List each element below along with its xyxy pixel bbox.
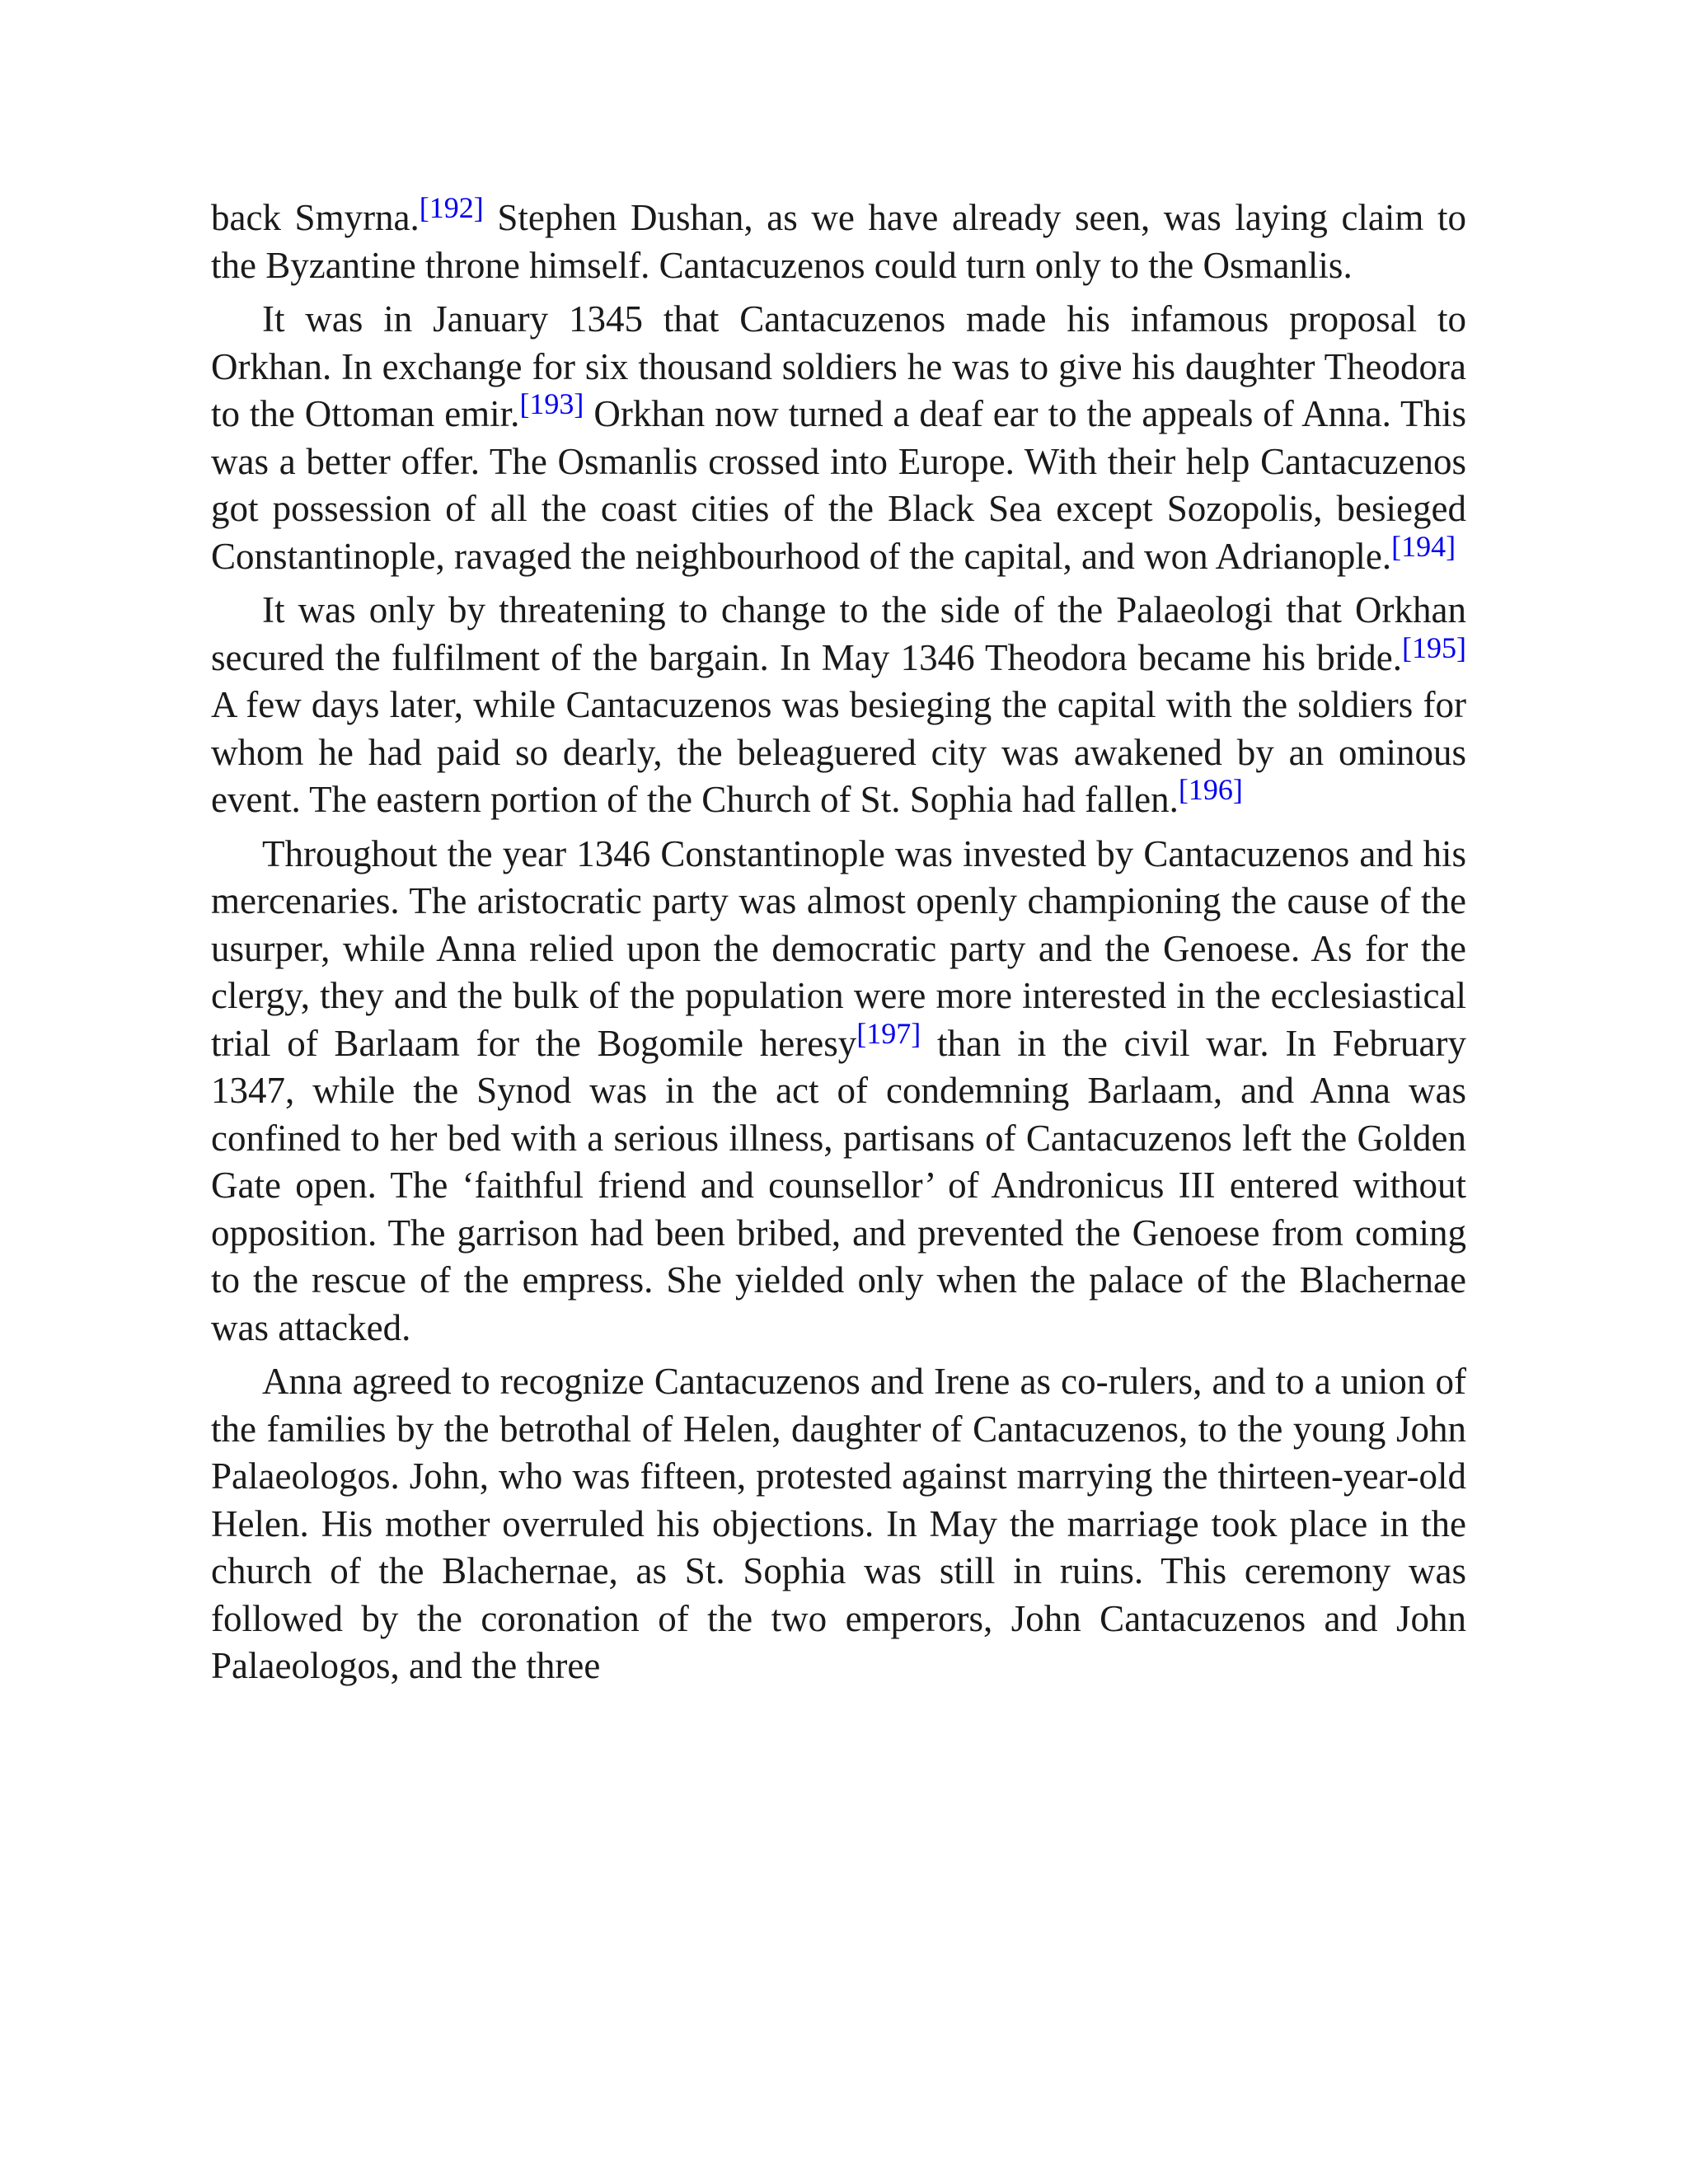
text-run: It was only by threatening to change to the side of the Palaeologi that Orkhan secured the fulfilment of the bargain. In May 1346 Theodora became his bride. <box>211 589 1466 678</box>
paragraph-3 <box>211 587 1466 824</box>
footnote-link-193[interactable]: [193] <box>519 387 584 420</box>
paragraph-1 <box>211 191 1466 289</box>
paragraph-2 <box>211 296 1466 580</box>
footnote-link-194[interactable]: [194] <box>1391 529 1456 563</box>
page-body <box>211 191 1466 1697</box>
text-run: A few days later, while Cantacuzenos was besieging the capital with the soldiers for whom he had paid so dearly, the beleaguered city was awakened by an ominous event. The eastern portion of the Church of St. Sophia had fallen. <box>211 684 1466 820</box>
footnote-link-196[interactable]: [196] <box>1178 773 1243 806</box>
footnote-link-195[interactable]: [195] <box>1402 630 1466 664</box>
text-run: Stephen Dushan, as we have already seen, was laying claim to the Byzantine throne himself. Cantacuzenos could turn only to the Osmanlis. <box>211 197 1466 286</box>
text-run: than in the civil war. In February 1347, while the Synod was in the act of condemning Barlaam, and Anna was confined to her bed with a serious illness, partisans of Cantacuzenos left the Golden Gate open. The ‘faithful friend and counsellor’ of Andronicus III entered without opposition. The garrison had been bribed, and prevented the Genoese from coming to the rescue of the empress. She yielded only when the palace of the Blachernae was attacked. <box>211 1022 1466 1348</box>
text-run: Anna agreed to recognize Cantacuzenos and Irene as co-rulers, and to a union of the families by the betrothal of Helen, daughter of Cantacuzenos, to the young John Palaeologos. John, who was fifteen, protested against marrying the thirteen-year-old Helen. His mother overruled his objections. In May the marriage took place in the church of the Blachernae, as St. Sophia was still in ruins. This ceremony was followed by the coronation of the two emperors, John Cantacuzenos and John Palaeologos, and the three <box>211 1361 1466 1686</box>
paragraph-4 <box>211 831 1466 1352</box>
footnote-link-197[interactable]: [197] <box>856 1016 921 1050</box>
footnote-link-192[interactable]: [192] <box>419 191 484 224</box>
text-run: Orkhan now turned a deaf ear to the appeals of Anna. This was a better offer. The Osmanlis crossed into Europe. With their help Cantacuzenos got possession of all the coast cities of the Black Sea except Sozopolis, besieged Constantinople, ravaged the neighbourhood of the capital, and won Adrianople. <box>211 393 1466 577</box>
text-run: It was in January 1345 that Cantacuzenos made his infamous proposal to Orkhan. In exchange for six thousand soldiers he was to give his daughter Theodora to the Ottoman emir. <box>211 298 1466 434</box>
text-run: back Smyrna. <box>211 197 420 238</box>
paragraph-5 <box>211 1358 1466 1690</box>
text-run: Throughout the year 1346 Constantinople was invested by Cantacuzenos and his mercenaries. The aristocratic party was almost openly championing the cause of the usurper, while Anna relied upon the democratic party and the Genoese. As for the clergy, they and the bulk of the population were more interested in the ecclesiastical trial of Barlaam for the Bogomile heresy <box>211 832 1466 1064</box>
